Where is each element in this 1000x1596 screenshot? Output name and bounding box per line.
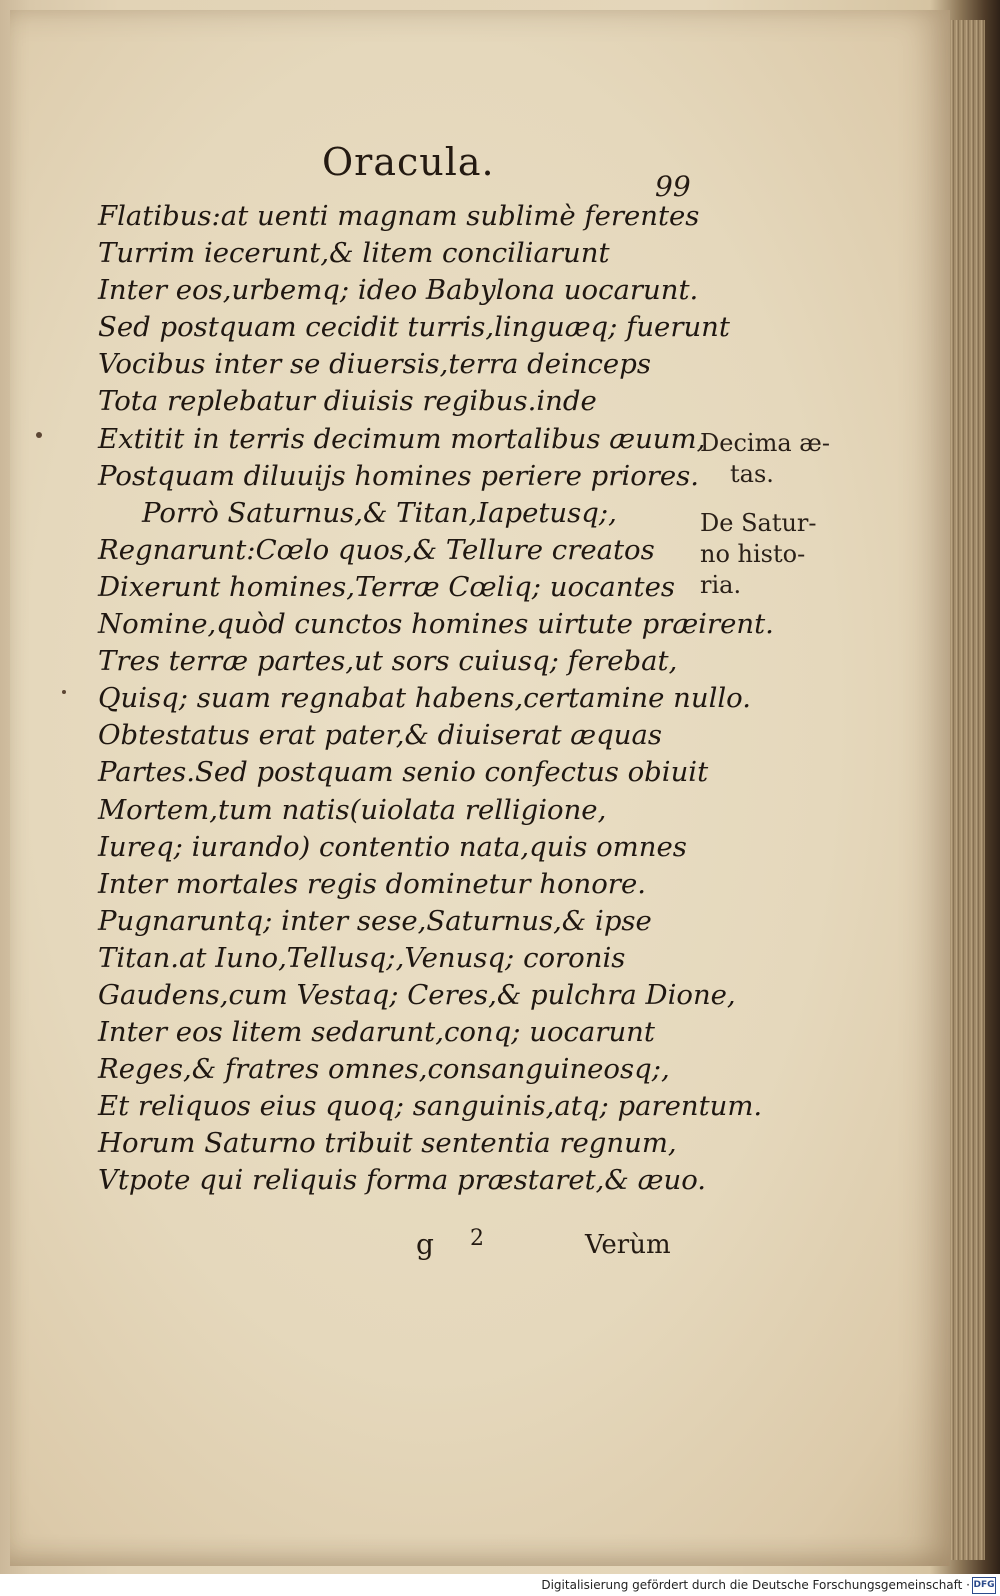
verse-line: Turrim iecerunt,& litem conciliarunt (98, 237, 610, 270)
verse-line: Obtestatus erat pater,& diuiserat æquas (98, 719, 662, 752)
verse-line: Tres terræ partes,ut sors cuiusq; ferebat, (98, 645, 678, 678)
verse-line: Gaudens,cum Vestaq; Ceres,& pulchra Dione, (98, 978, 736, 1011)
verse-line: Iureq; iurando) contentio nata,quis omnes (98, 830, 687, 863)
verse-line: Regnarunt:Cœlo quos,& Tellure creatos (98, 533, 655, 566)
page-fore-edge (945, 20, 985, 1560)
verse-line: Inter mortales regis dominetur honore. (98, 867, 646, 900)
margin-note-line: ria. (700, 571, 742, 599)
verse-line: Nomine,quòd cunctos homines uirtute præirent. (98, 608, 774, 641)
verse-line: Postquam diluuijs homines periere priores. (98, 459, 700, 492)
verse-line: Horum Saturno tribuit sententia regnum, (98, 1127, 677, 1160)
verse-line: Vocibus inter se diuersis,terra deinceps (98, 348, 651, 381)
verse-line: Extitit in terris decimum mortalibus æuum, (98, 422, 706, 455)
page-number: 99 (655, 170, 691, 203)
verse-line: Et reliquos eius quoq; sanguinis,atq; parentum. (98, 1090, 763, 1123)
verse-line: Inter eos,urbemq; ideo Babylona uocarunt. (98, 274, 699, 307)
margin-note-line: De Satur- (700, 509, 817, 537)
verse-line: Mortem,tum natis(uiolata relligione, (98, 793, 607, 826)
verse-line: Pugnaruntq; inter sese,Saturnus,& ipse (98, 904, 652, 937)
ink-speck (62, 690, 66, 694)
catchword: Verùm (585, 1230, 671, 1260)
margin-note-line: no histo- (700, 540, 806, 568)
verse-line: Quisq; suam regnabat habens,certamine nullo. (98, 682, 751, 715)
verse-line: Titan.at Iuno,Tellusq;,Venusq; coronis (98, 941, 626, 974)
margin-note-de-saturno (700, 508, 850, 601)
verse-line: Porrò Saturnus,& Titan,Iapetusq;, (142, 496, 617, 529)
signature-number: 2 (470, 1226, 484, 1251)
funding-credit: Digitalisierung gefördert durch die Deutsche Forschungsgemeinschaft · (541, 1578, 970, 1592)
margin-note-line: tas. (730, 460, 774, 488)
running-head: Oracula. (322, 140, 495, 184)
dfg-logo: DFG (972, 1577, 996, 1594)
verse-line: Inter eos litem sedarunt,conq; uocarunt (98, 1016, 655, 1049)
verse-line: Tota replebatur diuisis regibus.inde (98, 385, 597, 418)
verse-line: Flatibus:at uenti magnam sublimè ferentes (98, 200, 700, 232)
verse-line: Sed postquam cecidit turris,linguæq; fuerunt (98, 311, 730, 344)
margin-note-line: Decima æ- (700, 429, 830, 457)
verse-line: Dixerunt homines,Terræ Cœliq; uocantes (98, 570, 675, 603)
margin-note-decima-aetas (700, 428, 850, 490)
signature-mark: g (416, 1228, 434, 1261)
verse-line: Reges,& fratres omnes,consanguineosq;, (98, 1053, 670, 1086)
verse-line: Vtpote qui reliquis forma præstaret,& æuo. (98, 1164, 707, 1197)
verse-line: Partes.Sed postquam senio confectus obiuit (98, 756, 709, 789)
ink-speck (36, 432, 42, 438)
